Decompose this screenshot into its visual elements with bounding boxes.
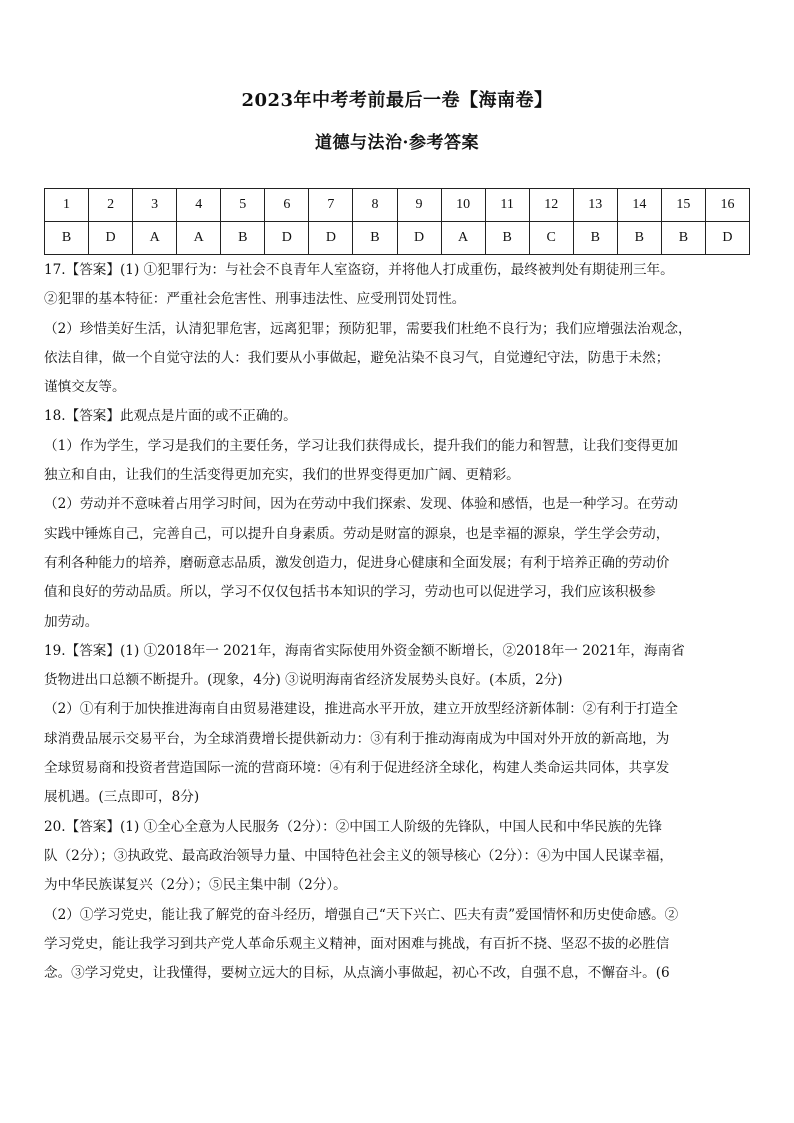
text-line: （2）劳动并不意味着占用学习时间，因为在劳动中我们探索、发现、体验和感悟，也是一种学习。在劳动 [44, 496, 678, 513]
question-number-row [45, 189, 750, 222]
text-line: 独立和自由，让我们的生活变得更加充实，我们的世界变得更加广阔、更精彩。 [44, 467, 520, 484]
text-line: 全球贸易商和投资者营造国际一流的营商环境：④有利于促进经济全球化，构建人类命运共同体，共享发 [44, 760, 670, 777]
answer-cell: B [617, 222, 661, 255]
text-line: 加劳动。 [44, 613, 99, 630]
text-line: 念。③学习党史，让我懂得，要树立远大的目标，从点滴小事做起，初心不改，自强不息，不懈奋斗。(6 [44, 965, 670, 982]
text-line: 18.【答案】此观点是片面的或不正确的。 [44, 408, 297, 425]
text-line: （2）①学习党史，能让我了解党的奋斗经历，增强自己“天下兴亡、匹夫有责”爱国情怀和历史使命感。② [44, 906, 679, 923]
answer-cell: A [177, 222, 221, 255]
question-number-cell: 3 [133, 189, 177, 222]
text-line: 20.【答案】(1) ①全心全意为人民服务（2分）：②中国工人阶级的先锋队，中国人民和中华民族的先锋 [44, 818, 662, 835]
question-number-cell: 10 [441, 189, 485, 222]
question-number-cell: 2 [89, 189, 133, 222]
question-number-cell: 16 [705, 189, 749, 222]
answer-cell: A [441, 222, 485, 255]
answer-cell: B [353, 222, 397, 255]
answer-cell: B [221, 222, 265, 255]
answer-cell: C [529, 222, 573, 255]
answer-cell: B [661, 222, 705, 255]
text-line: ②犯罪的基本特征：严重社会危害性、刑事违法性、应受刑罚处罚性。 [44, 291, 466, 308]
text-line: 实践中锤炼自己，完善自己，可以提升自身素质。劳动是财富的源泉，也是幸福的源泉，学生学会劳动， [44, 525, 670, 542]
text-line: 队（2分）；③执政党、最高政治领导力量、中国特色社会主义的领导核心（2分）：④为中国人民谋幸福， [44, 847, 674, 864]
answer-cell: B [485, 222, 529, 255]
answer-cell: B [45, 222, 89, 255]
answer-row [45, 222, 750, 255]
text-line: 为中华民族谋复兴（2分）；⑤民主集中制（2分）。 [44, 877, 347, 894]
text-line: 19.【答案】(1) ①2018年一 2021年，海南省实际使用外资金额不断增长，②2018年一 2021年，海南省 [44, 642, 685, 659]
text-line: （2）珍惜美好生活，认清犯罪危害，远离犯罪；预防犯罪，需要我们杜绝不良行为；我们应增强法治观念， [44, 320, 692, 337]
question-number-cell: 6 [265, 189, 309, 222]
text-line: 展机遇。(三点即可，8分) [44, 789, 200, 806]
text-line: 值和良好的劳动品质。所以，学习不仅仅包括书本知识的学习，劳动也可以促进学习，我们应该积极参 [44, 584, 656, 601]
answer-cell: D [89, 222, 133, 255]
question-number-cell: 13 [573, 189, 617, 222]
question-number-cell: 15 [661, 189, 705, 222]
text-line: 货物进出口总额不断提升。(现象，4分) ③说明海南省经济发展势头良好。(本质，2分) [44, 672, 563, 689]
answer-cell: D [705, 222, 749, 255]
question-number-cell: 14 [617, 189, 661, 222]
text-line: 有利各种能力的培养，磨砺意志品质，激发创造力，促进身心健康和全面发展；有利于培养正确的劳动价 [44, 554, 670, 571]
answer-cell: B [573, 222, 617, 255]
question-number-cell: 4 [177, 189, 221, 222]
answer-cell: D [397, 222, 441, 255]
text-line: （2）①有利于加快推进海南自由贸易港建设，推进高水平开放，建立开放型经济新体制：②有利于打造全 [44, 701, 678, 718]
answer-cell: D [265, 222, 309, 255]
question-number-cell: 1 [45, 189, 89, 222]
question-number-cell: 12 [529, 189, 573, 222]
question-number-cell: 5 [221, 189, 265, 222]
text-line: 依法自律，做一个自觉守法的人：我们要从小事做起，避免沾染不良习气，自觉遵纪守法，防患于未然； [44, 349, 670, 366]
answer-cell: D [309, 222, 353, 255]
answer-explanations [44, 256, 756, 988]
answer-cell: A [133, 222, 177, 255]
page-title: 2023年中考考前最后一卷【海南卷】 [241, 90, 553, 111]
question-number-cell: 8 [353, 189, 397, 222]
text-line: （1）作为学生，学习是我们的主要任务，学习让我们获得成长，提升我们的能力和智慧，让我们变得更加 [44, 437, 678, 454]
page-subtitle: 道德与法治·参考答案 [315, 133, 479, 153]
text-line: 球消费品展示交易平台，为全球消费增长提供新动力：③有利于推动海南成为中国对外开放的新高地，为 [44, 730, 670, 747]
answer-table [44, 188, 750, 255]
text-line: 17.【答案】(1) ①犯罪行为：与社会不良青年人室盗窃，并将他人打成重伤，最终被判处有期徒刑三年。 [44, 262, 674, 278]
question-number-cell: 9 [397, 189, 441, 222]
question-number-cell: 7 [309, 189, 353, 222]
question-number-cell: 11 [485, 189, 529, 222]
text-line: 谨慎交友等。 [44, 379, 126, 396]
text-line: 学习党史，能让我学习到共产党人革命乐观主义精神，面对困难与挑战，有百折不挠、坚忍不拔的必胜信 [44, 935, 670, 952]
